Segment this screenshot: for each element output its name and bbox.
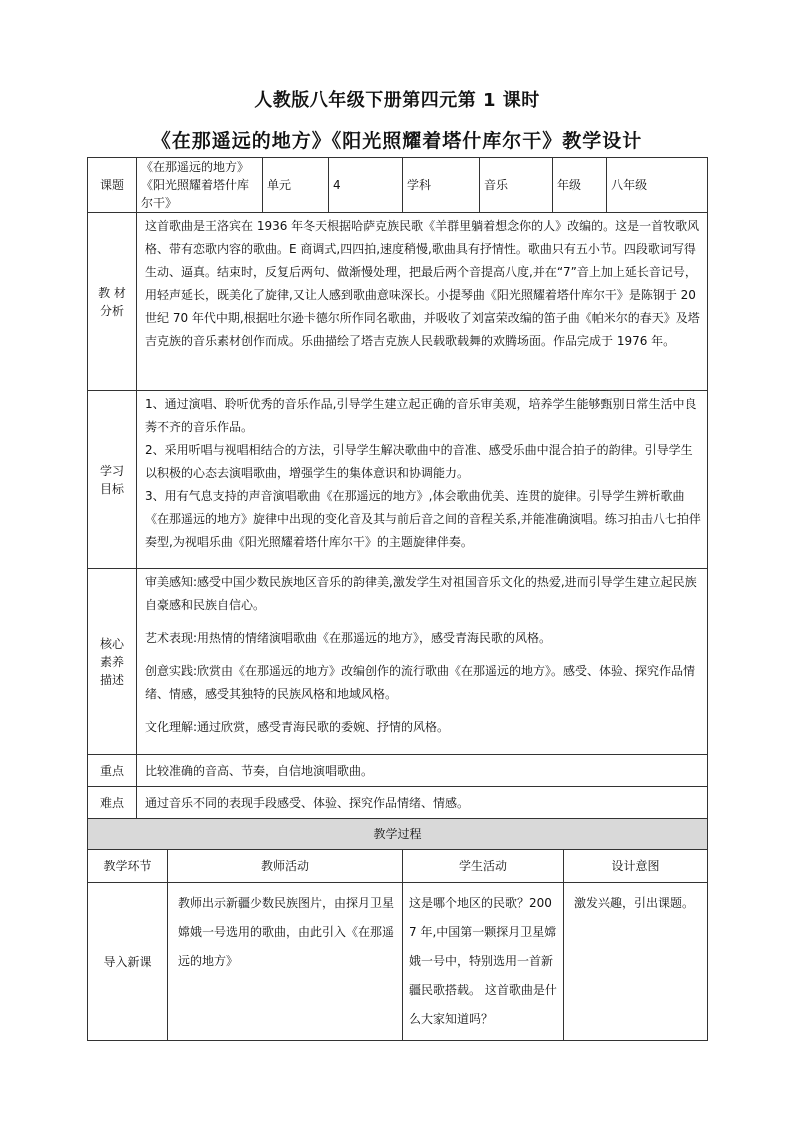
process-header: 教学过程 — [88, 819, 708, 850]
key-point-label: 重点 — [88, 755, 137, 787]
analysis-label: 教 材 分析 — [88, 213, 137, 391]
subject-value: 音乐 — [480, 158, 553, 213]
objectives-label: 学习 目标 — [88, 391, 137, 569]
analysis-text: 这首歌曲是王洛宾在 1936 年冬天根据哈萨克族民歌《羊群里躺着想念你的人》改编的。这是一首牧歌风格、带有恋歌内容的歌曲。E 商调式,四四拍,速度稍慢,歌曲具有抒情性。歌曲只有五小节。四段歌词写得生动、逼真。结束时，反复后两句、做渐慢处理，把最后两个音提高八度,并在“7”音上加上延长音记号，用轻声延长，既美化了旋律,又让人感到歌曲意味深长。小提琴曲《阳光照耀着塔什库尔干》是陈钢于 20 世纪 70 年代中期,根据吐尔逊卡德尔所作同名歌曲，并吸收了刘富荣改编的笛子曲《帕米尔的春天》及塔吉克族的音乐素材创作而成。乐曲描绘了塔吉克族人民载歌载舞的欢腾场面。作品完成于 1976 年。 — [137, 213, 708, 391]
literacy-item: 艺术表现:用热情的情绪演唱歌曲《在那遥远的地方》，感受青海民歌的风格。 — [145, 631, 552, 645]
literacy-row — [88, 569, 708, 755]
literacy-list — [137, 569, 708, 755]
process-teacher: 教师出示新疆少数民族图片，由探月卫星嫦娥一号选用的歌曲，由此引入《在那遥远的地方》 — [168, 883, 403, 1041]
lesson-plan-table — [87, 157, 708, 1041]
process-stage: 导入新课 — [88, 883, 168, 1041]
subject-label: 学科 — [403, 158, 480, 213]
document-title-line2: 《在那遥远的地方》《阳光照耀着塔什库尔干》教学设计 — [151, 130, 643, 152]
info-row — [88, 158, 708, 213]
grade-value: 八年级 — [607, 158, 708, 213]
column-header-intent: 设计意图 — [564, 850, 708, 883]
column-header-teacher: 教师活动 — [168, 850, 403, 883]
topic-label: 课题 — [88, 158, 137, 213]
unit-value: 4 — [329, 158, 403, 213]
process-row — [88, 883, 708, 1041]
column-header-stage: 教学环节 — [88, 850, 168, 883]
column-header-student: 学生活动 — [403, 850, 564, 883]
literacy-item: 审美感知:感受中国少数民族地区音乐的韵律美,激发学生对祖国音乐文化的热爱,进而引导学生建立起民族自豪感和民族自信心。 — [145, 575, 697, 612]
process-column-row — [88, 850, 708, 883]
literacy-item: 文化理解:通过欣赏，感受青海民歌的委婉、抒情的风格。 — [145, 720, 450, 734]
document-title-line1: 人教版八年级下册第四元第 1 课时 — [254, 90, 540, 111]
unit-label: 单元 — [263, 158, 329, 213]
objectives-row — [88, 391, 708, 569]
grade-label: 年级 — [553, 158, 607, 213]
analysis-row — [88, 213, 708, 391]
difficulty-label: 难点 — [88, 787, 137, 819]
difficulty-row — [88, 787, 708, 819]
literacy-item: 创意实践:欣赏由《在那遥远的地方》改编创作的流行歌曲《在那遥远的地方》。感受、体验、探究作品情绪、情感，感受其独特的民族风格和地域风格。 — [145, 664, 696, 701]
process-student: 这是哪个地区的民歌？2007 年,中国第一颗探月卫星嫦娥一号中，特别选用一首新疆民歌搭载。 这首歌曲是什么大家知道吗？ — [403, 883, 564, 1041]
objective-item: 1、通过演唱、聆听优秀的音乐作品,引导学生建立起正确的音乐审美观，培养学生能够甄别日常生活中良莠不齐的音乐作品。 — [145, 397, 697, 434]
literacy-label: 核心 素养 描述 — [88, 569, 137, 755]
process-intent: 激发兴趣，引出课题。 — [564, 883, 708, 1041]
difficulty-text: 通过音乐不同的表现手段感受、体验、探究作品情绪、情感。 — [137, 787, 708, 819]
objective-item: 2、采用听唱与视唱相结合的方法，引导学生解决歌曲中的音准、感受乐曲中混合拍子的韵律。引导学生以积极的心态去演唱歌曲，增强学生的集体意识和协调能力。 — [145, 443, 693, 480]
topic-value: 《在那遥远的地方》《阳光照耀着塔什库尔干》 — [137, 158, 263, 213]
key-point-row — [88, 755, 708, 787]
process-header-row — [88, 819, 708, 850]
objectives-list — [137, 391, 708, 569]
objective-item: 3、用有气息支持的声音演唱歌曲《在那遥远的地方》,体会歌曲优美、连贯的旋律。引导学生辨析歌曲《在那遥远的地方》旋律中出现的变化音及其与前后音之间的音程关系,并能准确演唱。练习拍击八七拍伴奏型,为视唱乐曲《阳光照耀着塔什库尔干》的主题旋律伴奏。 — [145, 489, 701, 549]
key-point-text: 比较准确的音高、节奏，自信地演唱歌曲。 — [137, 755, 708, 787]
